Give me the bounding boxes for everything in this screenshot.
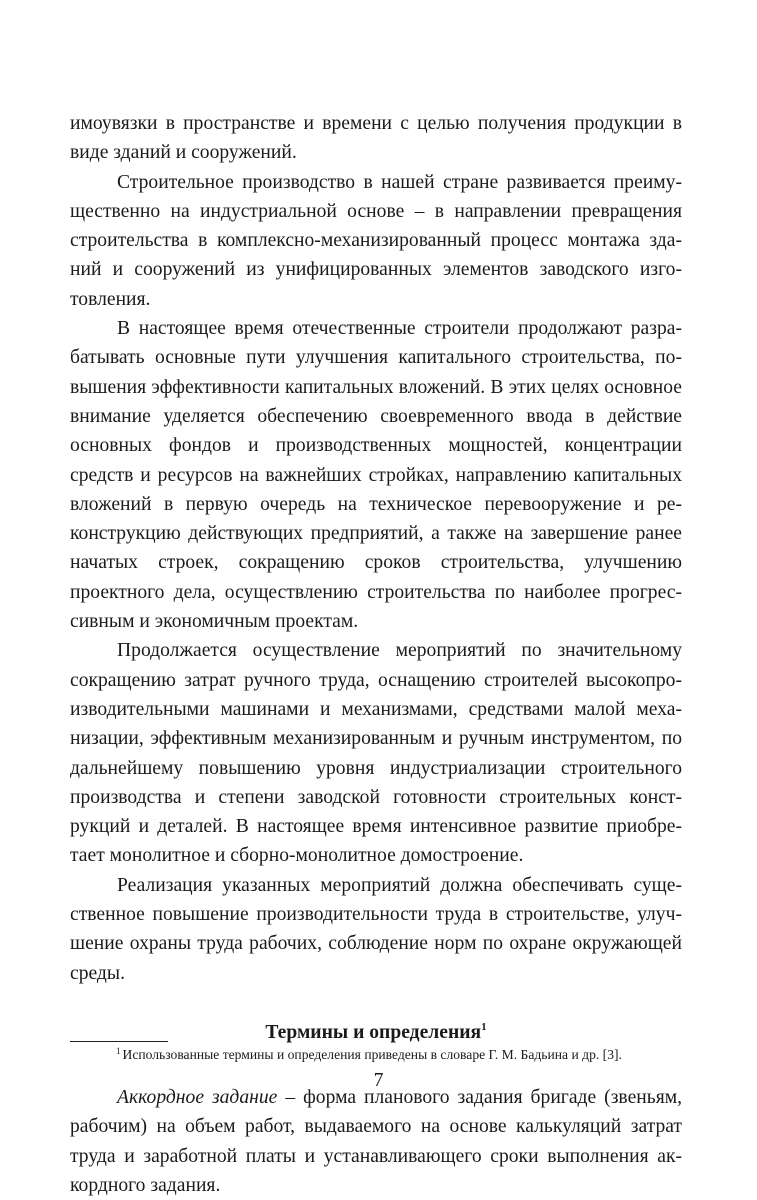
definition-text: – форма планового задания бригаде (звеньям, рабочим) на объем работ, выдаваемого на основе калькуляций затрат труда и заработной платы и устанавливающего сроки выполнения аккордного задания. — [70, 1086, 682, 1196]
definition-entry — [70, 1083, 682, 1200]
paragraph-manual-labor-reduction: Продолжается осуществление мероприятий по значительному сокращению затрат ручного труда, оснащению строителей высокопроизводительными машинами и механизмами, средствами малой механизации, эффективным механизированным и ручным инструментом, по дальнейшему повышению уровня индустриализации строительного производства и степени заводской готовности строительных конструкций и деталей. В настоящее время интенсивное развитие приобретает монолитное и сборно-монолитное домостроение. — [70, 640, 682, 867]
paragraph-construction-production: Строительное производство в нашей стране развивается преимущественно на индустриальной основе – в направлении превращения строительства в комплексно-механизированный процесс монтажа зданий и сооружений из унифицированных элементов заводского изготовления. — [70, 171, 682, 310]
page-number: 7 — [373, 1070, 384, 1091]
page-body — [70, 109, 682, 1200]
paragraph-productivity-increase: Реализация указанных мероприятий должна обеспечивать существенное повышение производительности труда в строительстве, улучшение охраны труда рабочих, соблюдение норм по охране окружающей среды. — [70, 874, 682, 984]
footnote-text: Использованные термины и определения приведены в словаре Г. М. Бадьина и др. [3]. — [122, 1047, 622, 1062]
paragraph-capital-construction: В настоящее время отечественные строители продолжают разрабатывать основные пути улучшения капитального строительства, повышения эффективности капитальных вложений. В этих целях основное внимание уделяется обеспечению своевременного ввода в действие основных фондов и производственных мощностей, концентрации средств и ресурсов на важнейших стройках, направлению капитальных вложений в первую очередь на техническое перевооружение и реконструкцию действующих предприятий, а также на завершение ранее начатых строек, сокращению сроков строительства, улучшению проектного дела, осуществлению строительства по наиболее прогрессивным и экономичным проектам. — [70, 318, 682, 633]
section-title: Термины и определения — [265, 1021, 482, 1043]
definition-term: Аккордное задание — [117, 1086, 278, 1108]
footnote — [116, 1046, 622, 1064]
footnote-divider — [70, 1041, 168, 1042]
footnote-reference: 1 — [481, 1020, 487, 1033]
footnote-marker: 1 — [116, 1046, 121, 1056]
paragraph-continuation: имоувязки в пространстве и времени с целью получения продукции в виде зданий и сооружений. — [70, 113, 682, 164]
